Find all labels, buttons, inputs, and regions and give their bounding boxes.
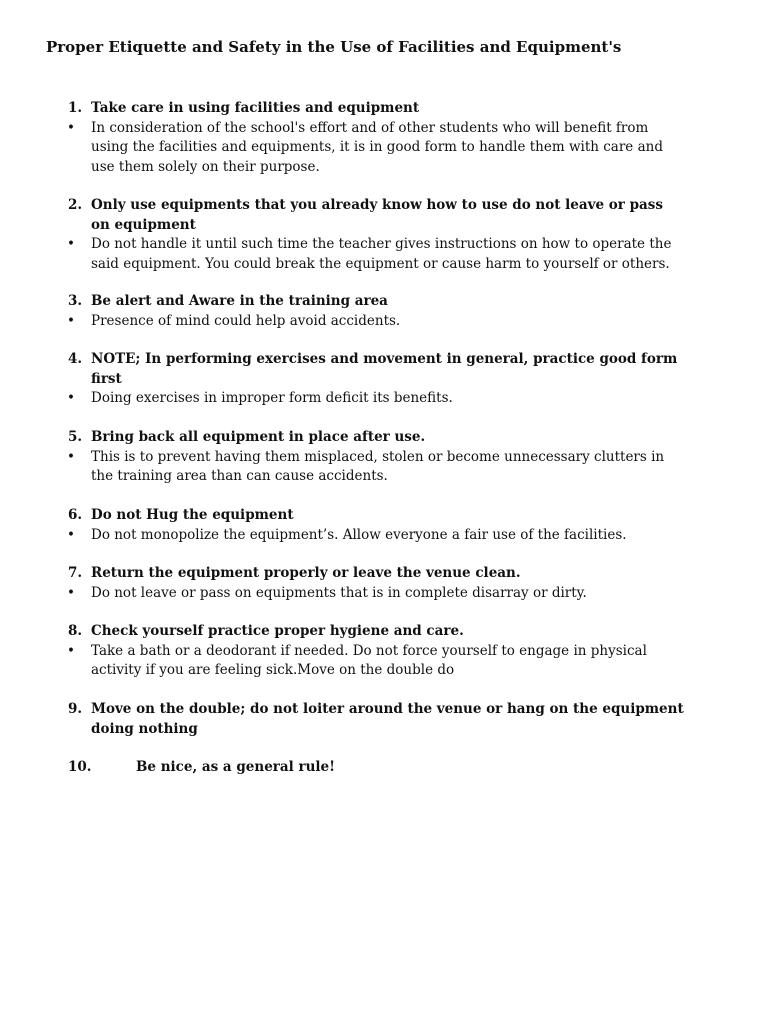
bullet-line: using the facilities and equipments, it is in good form to handle them with care and bbox=[91, 139, 663, 155]
item-bullet-row bbox=[0, 642, 768, 681]
item-heading-row bbox=[0, 564, 768, 584]
item-heading bbox=[136, 758, 768, 778]
item-heading bbox=[91, 350, 731, 389]
item-heading-line: Do not Hug the equipment bbox=[91, 507, 294, 523]
item-heading-row bbox=[0, 506, 768, 526]
bullet-line: Do not leave or pass on equipments that is in complete disarray or dirty. bbox=[91, 584, 587, 601]
bullet-line: Presence of mind could help avoid accidents. bbox=[91, 312, 401, 329]
item-heading bbox=[91, 506, 731, 526]
item-bullet-row bbox=[0, 312, 768, 332]
bullet-icon: • bbox=[67, 119, 75, 136]
item-number: 8. bbox=[68, 623, 83, 639]
list-item bbox=[0, 506, 768, 545]
item-number: 5. bbox=[68, 429, 83, 445]
item-heading bbox=[91, 700, 731, 739]
item-heading-row bbox=[0, 99, 768, 119]
item-heading-row bbox=[0, 292, 768, 312]
item-heading-line: Be alert and Aware in the training area bbox=[91, 293, 388, 309]
item-heading-row bbox=[0, 196, 768, 235]
item-heading-row bbox=[0, 350, 768, 389]
item-bullet-text bbox=[91, 642, 731, 681]
list-item bbox=[0, 564, 768, 603]
item-heading-line: Take care in using facilities and equipment bbox=[91, 100, 420, 116]
item-bullet-text bbox=[91, 389, 731, 409]
item-heading bbox=[91, 196, 731, 235]
item-bullet-text bbox=[91, 119, 731, 178]
item-bullet-text bbox=[91, 448, 731, 487]
list-item bbox=[0, 292, 768, 331]
item-number: 10. bbox=[68, 759, 92, 775]
list-item bbox=[0, 758, 768, 778]
list-item bbox=[0, 622, 768, 681]
bullet-line: the training area than can cause accidents. bbox=[91, 468, 388, 484]
item-bullet-row bbox=[0, 584, 768, 604]
bullet-icon: • bbox=[67, 642, 75, 659]
bullet-icon: • bbox=[67, 448, 75, 465]
item-bullet-row bbox=[0, 526, 768, 546]
item-number: 4. bbox=[68, 351, 83, 367]
bullet-icon: • bbox=[67, 236, 75, 252]
bullet-line: Take a bath or a deodorant if needed. Do not force yourself to engage in physical bbox=[91, 642, 647, 659]
item-bullet-row bbox=[0, 119, 768, 178]
item-heading-row bbox=[0, 758, 768, 778]
item-heading-line: Return the equipment properly or leave the venue clean. bbox=[91, 565, 521, 581]
item-heading-row bbox=[0, 428, 768, 448]
bullet-line: use them solely on their purpose. bbox=[91, 158, 320, 175]
bullet-icon: • bbox=[67, 312, 75, 329]
item-heading-line: Bring back all equipment in place after use. bbox=[91, 429, 426, 445]
list-item bbox=[0, 196, 768, 274]
bullet-line: said equipment. You could break the equipment or cause harm to yourself or others. bbox=[91, 255, 670, 272]
item-bullet-text bbox=[91, 312, 731, 332]
item-heading-line: Check yourself practice proper hygiene and care. bbox=[91, 623, 464, 639]
item-heading bbox=[91, 292, 731, 312]
item-bullet-row bbox=[0, 389, 768, 409]
bullet-line: Doing exercises in improper form deficit its benefits. bbox=[91, 390, 453, 406]
item-heading-line: NOTE; In performing exercises and movement in general, practice good form bbox=[91, 351, 678, 367]
item-heading-line: Move on the double; do not loiter around the venue or hang on the equipment bbox=[91, 701, 684, 717]
bullet-line: This is to prevent having them misplaced, stolen or become unnecessary clutters in bbox=[91, 448, 665, 465]
bullet-line: Do not monopolize the equipment’s. Allow everyone a fair use of the facilities. bbox=[91, 526, 627, 543]
item-heading bbox=[91, 564, 731, 584]
item-number: 1. bbox=[68, 100, 83, 116]
list-item bbox=[0, 99, 768, 177]
bullet-icon: • bbox=[67, 390, 75, 406]
list-item bbox=[0, 350, 768, 409]
item-number: 9. bbox=[68, 701, 83, 717]
item-heading bbox=[91, 622, 731, 642]
bullet-icon: • bbox=[67, 526, 75, 543]
item-heading-line: first bbox=[91, 370, 122, 387]
item-heading-row bbox=[0, 622, 768, 642]
document-title: Proper Etiquette and Safety in the Use of Facilities and Equipment's bbox=[46, 38, 622, 56]
item-heading-line: Be nice, as a general rule! bbox=[136, 759, 336, 775]
item-heading-line: on equipment bbox=[91, 216, 196, 233]
item-bullet-row bbox=[0, 448, 768, 487]
list-item bbox=[0, 700, 768, 739]
item-bullet-text bbox=[91, 526, 731, 546]
item-number: 3. bbox=[68, 293, 83, 309]
item-heading bbox=[91, 428, 731, 448]
item-bullet-text bbox=[91, 235, 731, 274]
item-heading-line: doing nothing bbox=[91, 720, 198, 737]
item-bullet-text bbox=[91, 584, 731, 604]
list-item bbox=[0, 428, 768, 487]
bullet-line: activity if you are feeling sick.Move on the double do bbox=[91, 662, 455, 678]
item-heading bbox=[91, 99, 731, 119]
item-heading-row bbox=[0, 700, 768, 739]
bullet-line: Do not handle it until such time the teacher gives instructions on how to operate the bbox=[91, 236, 672, 252]
item-bullet-row bbox=[0, 235, 768, 274]
item-number: 2. bbox=[68, 197, 83, 213]
bullet-line: In consideration of the school's effort and of other students who will benefit from bbox=[91, 119, 649, 136]
item-heading-line: Only use equipments that you already know how to use do not leave or pass bbox=[91, 197, 663, 213]
item-number: 6. bbox=[68, 507, 83, 523]
item-number: 7. bbox=[68, 565, 83, 581]
bullet-icon: • bbox=[67, 584, 75, 601]
